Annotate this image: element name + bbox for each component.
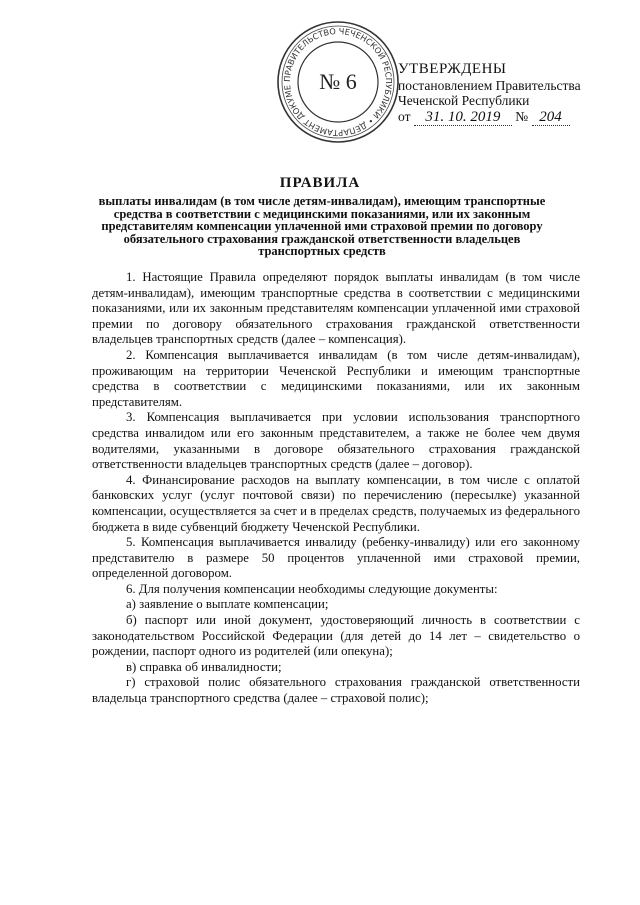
seal-number: № 6 <box>319 69 357 94</box>
approval-heading: УТВЕРЖДЕНЫ <box>398 61 507 77</box>
document-title: ПРАВИЛА <box>279 175 361 191</box>
paragraph-4: 4. Финансирование расходов на выплату компенсации, в том числе с оплатой банковских услуг (услуг почтовой связи) по перечислению (пересылке) указанной компенсации, осуществляется за счет и в пределах средств, получаемых из федерального бюджета в виде субвенций бюджету Чеченской Республики. <box>92 472 580 534</box>
paragraph-6: 6. Для получения компенсации необходимы следующие документы: <box>126 581 498 596</box>
document-subtitle: выплаты инвалидам (в том числе детям-инвалидам), имеющим транспортные средства в соответствии с медицинскими показаниями, или их законным представителям компенсации уплаченной ими страховой премии по договору обязательного страхования гражданской ответственности владельцев транспортных средств <box>98 194 546 259</box>
list-item-b: б) паспорт или иной документ, удостоверяющий личность в соответствии с законодательством Российской Федерации (для детей до 14 лет – свидетельство о рождении, паспорт одного из родителей (или опекуна); <box>92 613 580 659</box>
document-body <box>92 270 580 707</box>
list-item-a: а) заявление о выплате компенсации; <box>126 597 329 612</box>
number-value: 204 <box>532 110 570 127</box>
number-prefix: № <box>515 108 529 124</box>
approval-block <box>398 62 581 126</box>
list-item-v: в) справка об инвалидности; <box>126 659 282 674</box>
seal-ring-text: ПРАВИТЕЛЬСТВО ЧЕЧЕНСКОЙ РЕСПУБЛИКИ • ДЕПАРТАМЕНТ ДОКУМЕ <box>281 25 395 139</box>
approval-line-2: Чеченской Республики <box>398 93 530 108</box>
date-prefix: от <box>398 108 411 124</box>
date-value: 31. 10. 2019 <box>414 110 512 127</box>
approval-line-1: постановлением Правительства <box>398 77 581 93</box>
paragraph-1: 1. Настоящие Правила определяют порядок выплаты инвалидам (в том числе детям-инвалидам), имеющим транспортные средства в соответствии с медицинскими показаниями, или их законным представителям компенсации уплаченной ими страховой премии по договору обязательного страхования гражданской ответственности владельцев транспортных средств (далее – компенсация). <box>92 270 580 347</box>
paragraph-3: 3. Компенсация выплачивается при условии использования транспортного средства инвалидом или его законным представителем, а также не более чем двумя водителями, указанными в договоре обязательного страхования гражданской ответственности владельцев транспортных средств (далее – договор). <box>92 410 580 472</box>
official-seal <box>276 20 400 144</box>
list-item-g: г) страховой полис обязательного страхования гражданской ответственности владельца транспортного средства (далее – страховой полис); <box>92 675 580 706</box>
approval-date-line <box>398 109 581 127</box>
paragraph-2: 2. Компенсация выплачивается инвалидам (в том числе детям-инвалидам), проживающим на территории Чеченской Республики и имеющим транспортные средства в соответствии с медицинскими показаниями, или их законным представителям. <box>92 347 580 409</box>
paragraph-5: 5. Компенсация выплачивается инвалиду (ребенку-инвалиду) или его законному представителю в размере 50 процентов уплаченной ими страховой премии, определенной договором. <box>92 535 580 581</box>
